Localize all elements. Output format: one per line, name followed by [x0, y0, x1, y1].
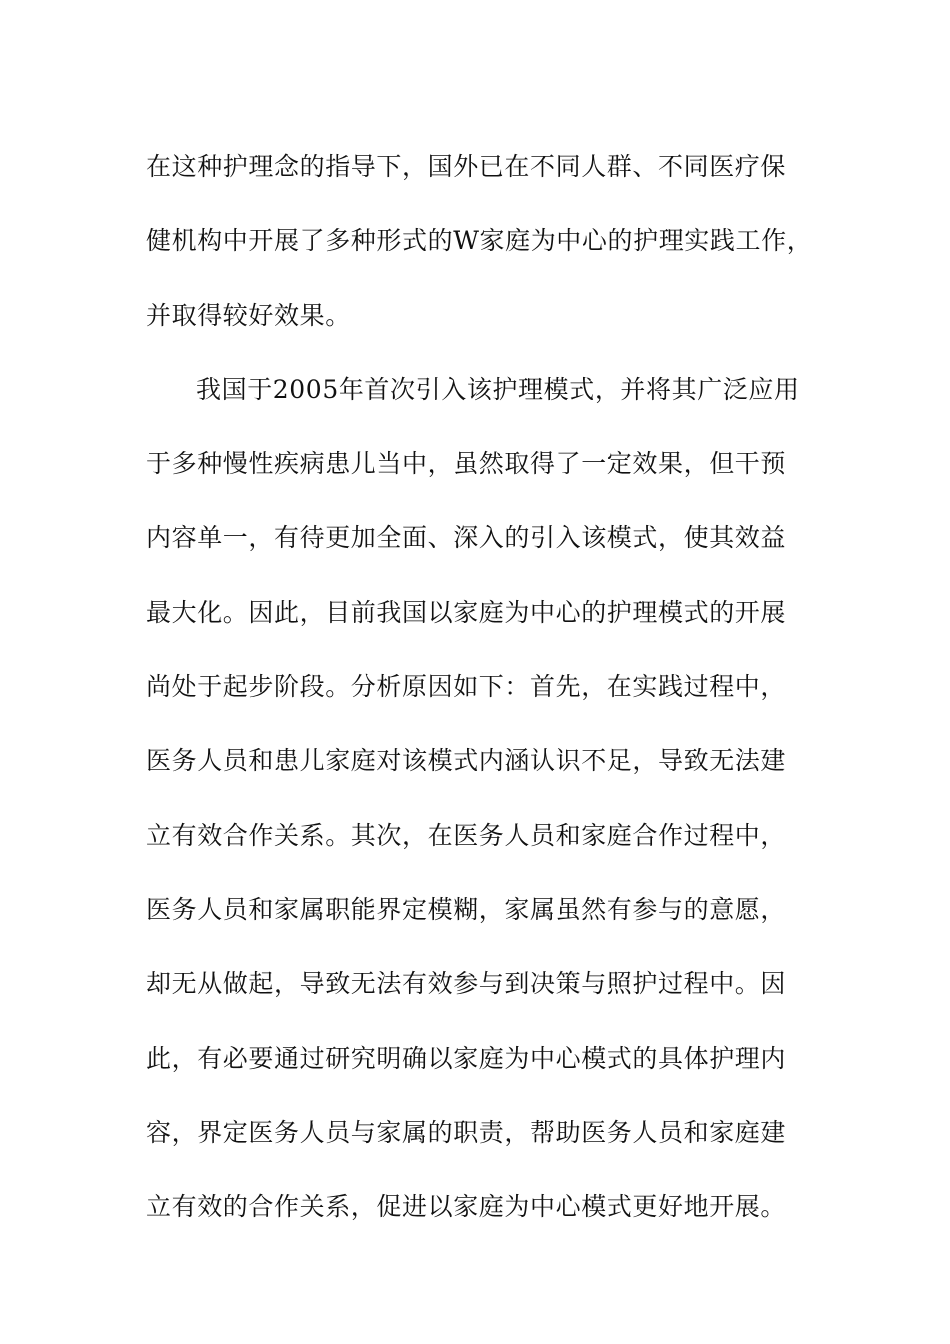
text-line: 立有效的合作关系，促进以家庭为中心模式更好地开展。	[146, 1192, 787, 1222]
text-line: 最大化。因此，目前我国以家庭为中心的护理模式的开展	[146, 597, 787, 627]
body-text	[146, 130, 813, 1244]
text-line: 于多种慢性疾病患儿当中，虽然取得了一定效果，但干预	[146, 449, 787, 479]
text-line: 却无从做起，导致无法有效参与到决策与照护过程中。因	[146, 969, 787, 999]
text-line: 医务人员和患儿家庭对该模式内涵认识不足，导致无法建	[146, 746, 787, 776]
text-line: 医务人员和家属职能界定模糊，家属虽然有参与的意愿，	[146, 894, 787, 924]
text-line: 在这种护理念的指导下，国外已在不同人群、不同医疗保	[146, 152, 787, 181]
text-line: 并取得较好效果。	[146, 300, 351, 330]
text-line: 尚处于起步阶段。分析原因如下：首先，在实践过程中，	[146, 672, 787, 702]
text-line: 容，界定医务人员与家属的职责，帮助医务人员和家庭建	[146, 1117, 787, 1147]
text-line: 此，有必要通过研究明确以家庭为中心模式的具体护理内	[146, 1043, 787, 1073]
text-line: 立有效合作关系。其次，在医务人员和家庭合作过程中，	[146, 820, 787, 850]
text-line: 健机构中开展了多种形式的W家庭为中心的护理实践工作，	[146, 226, 813, 256]
paragraph-start-line: 我国于2005年首次引入该护理模式，并将其广泛应用	[196, 374, 800, 404]
text-line: 内容单一，有待更加全面、深入的引入该模式，使其效益	[146, 523, 787, 553]
